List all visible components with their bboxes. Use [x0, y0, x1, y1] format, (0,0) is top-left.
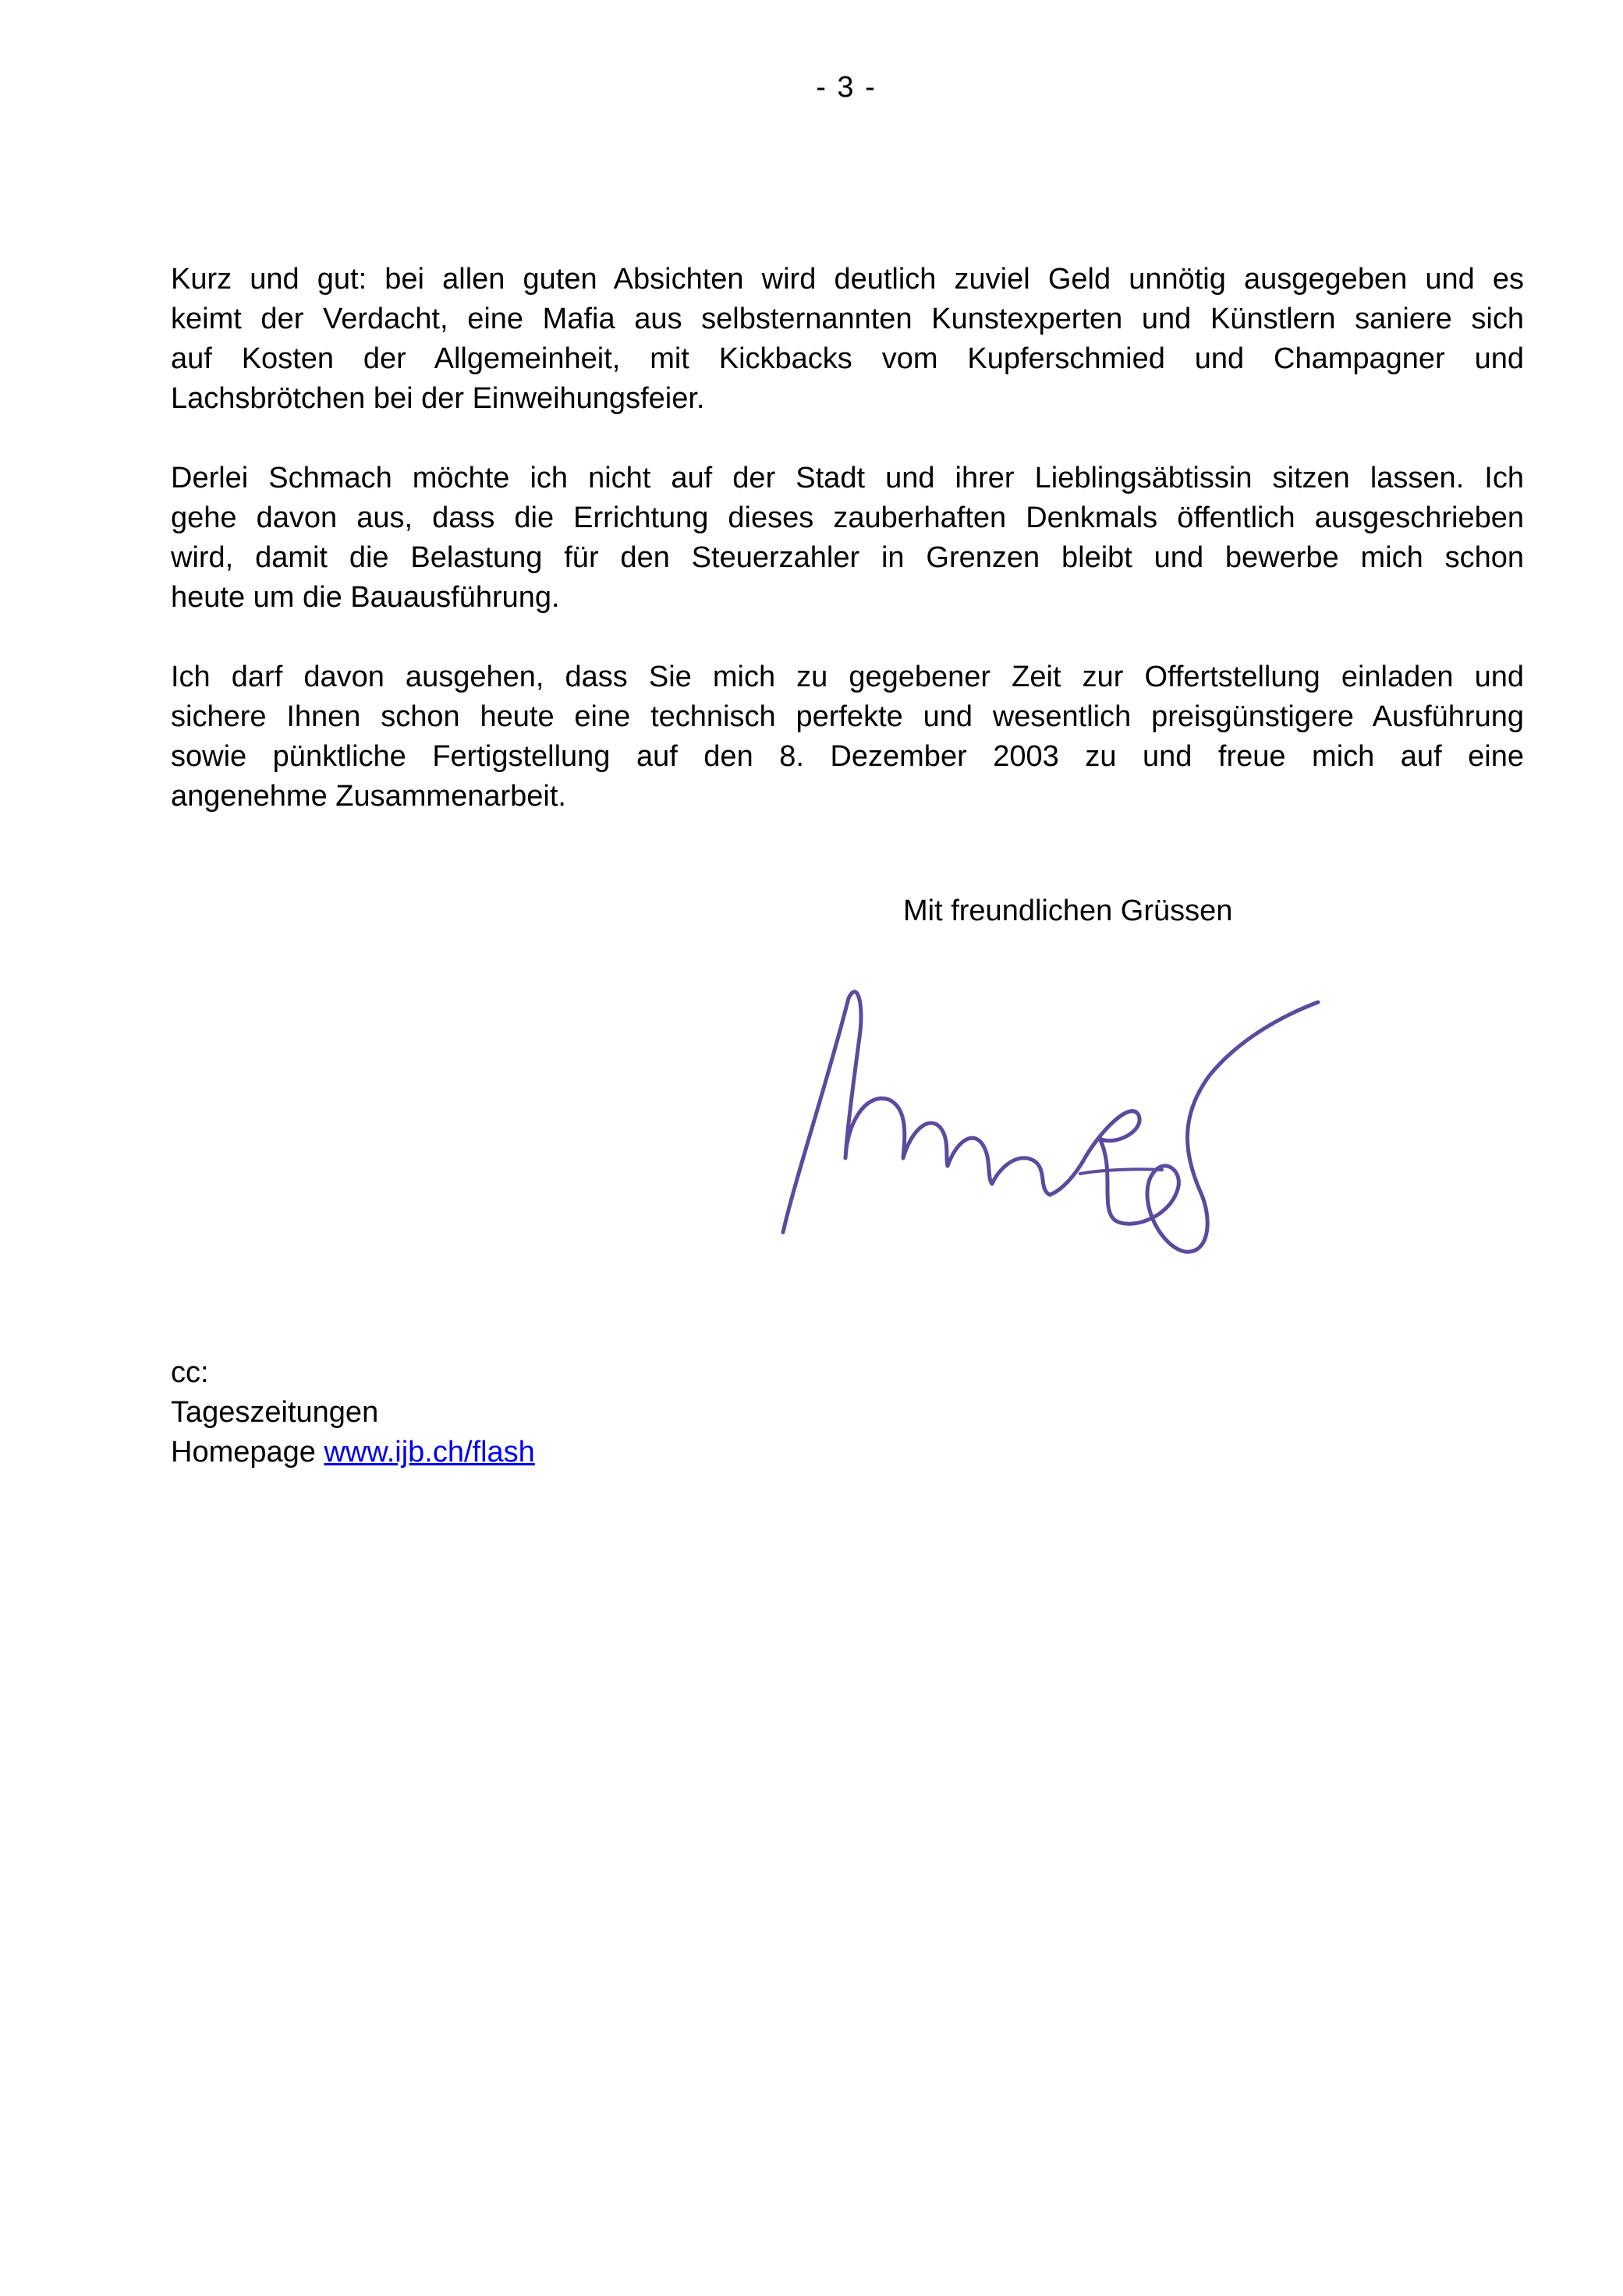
paragraph-line: auf Kosten der Allgemeinheit, mit Kickbacks vom Kupferschmied und Champagner und	[171, 342, 1524, 375]
cc-label: cc:	[171, 1356, 209, 1389]
homepage-link[interactable]: www.ijb.ch/flash	[324, 1436, 535, 1469]
cc-homepage-line	[171, 1433, 535, 1472]
paragraph-line: Ich darf davon ausgehen, dass Sie mich zu gegebener Zeit zur Offertstellung einladen und	[171, 661, 1524, 693]
paragraph-1	[171, 260, 1524, 419]
paragraph-line: sowie pünktliche Fertigstellung auf den 8. Dezember 2003 zu und freue mich auf eine	[171, 740, 1524, 773]
signature-stroke-loop	[1083, 1002, 1318, 1252]
cc-block	[171, 1353, 535, 1472]
signature-stroke-main	[783, 992, 1083, 1232]
signature-stroke-cross	[1080, 1169, 1162, 1174]
paragraph-line: angenehme Zusammenarbeit.	[171, 780, 566, 813]
paragraph-line: Kurz und gut: bei allen guten Absichten wird deutlich zuviel Geld unnötig ausgegeben und es	[171, 263, 1524, 296]
page-number: - 3 -	[816, 71, 877, 104]
paragraph-3	[171, 657, 1524, 817]
paragraph-line: sichere Ihnen schon heute eine technisch perfekte und wesentlich preisgünstigere Ausführung	[171, 700, 1524, 733]
cc-recipient: Tageszeitungen	[171, 1396, 379, 1429]
paragraph-line: gehe davon aus, dass die Errichtung dieses zauberhaften Denkmals öffentlich ausgeschrieben	[171, 501, 1524, 534]
handwritten-signature	[772, 983, 1521, 1279]
paragraph-2	[171, 459, 1524, 618]
closing-salutation: Mit freundlichen Grüssen	[903, 895, 1233, 927]
paragraph-line: Lachsbrötchen bei der Einweihungsfeier.	[171, 382, 705, 415]
paragraph-line: heute um die Bauausführung.	[171, 581, 560, 614]
paragraph-line: Derlei Schmach möchte ich nicht auf der Stadt und ihrer Lieblingsäbtissin sitzen lassen. Ich	[171, 462, 1524, 494]
letter-body	[171, 260, 1524, 856]
homepage-label: Homepage	[171, 1436, 316, 1469]
paragraph-line: wird, damit die Belastung für den Steuerzahler in Grenzen bleibt und bewerbe mich schon	[171, 541, 1524, 574]
paragraph-line: keimt der Verdacht, eine Mafia aus selbsternannten Kunstexperten und Künstlern saniere sich	[171, 303, 1524, 335]
